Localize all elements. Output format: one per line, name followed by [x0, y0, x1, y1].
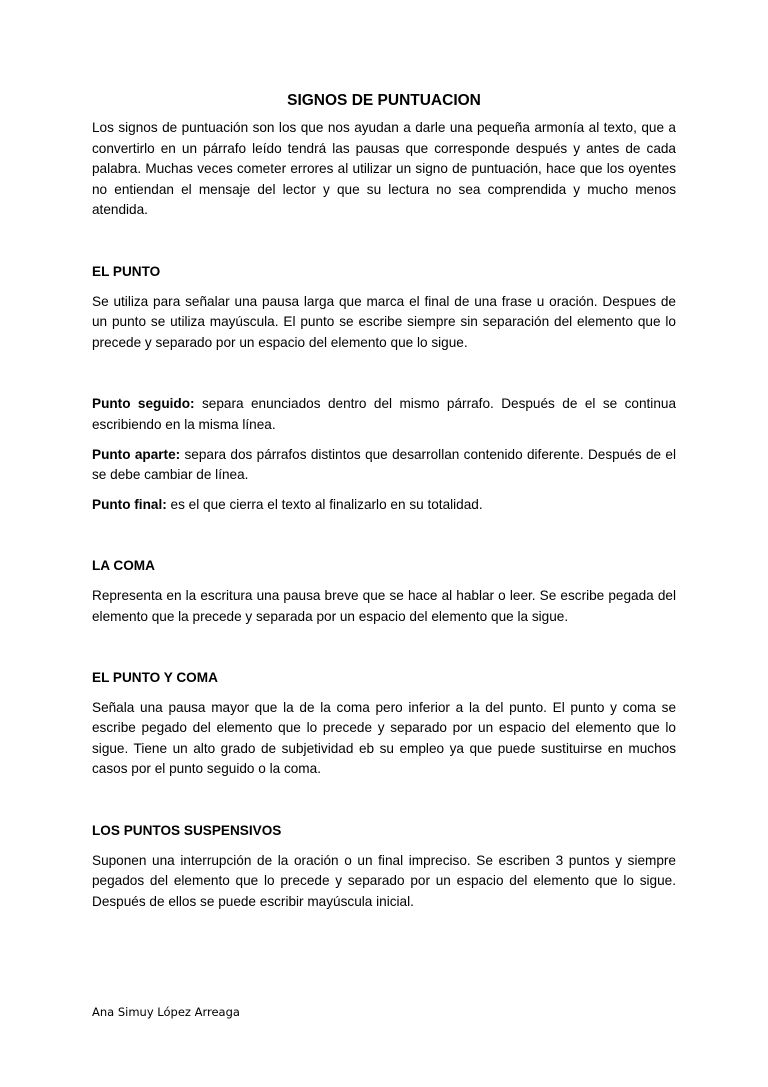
punto-seguido-term: Punto seguido:: [92, 396, 195, 412]
section-heading-punto: EL PUNTO: [92, 263, 161, 279]
punto-final-text: es el que cierra el texto al finalizarlo en su totalidad.: [166, 496, 483, 512]
section-heading-coma: LA COMA: [92, 558, 155, 574]
punto-aparte-paragraph: [92, 445, 676, 486]
document-title: SIGNOS DE PUNTUACION: [287, 92, 481, 109]
punto-aparte-term: Punto aparte:: [92, 446, 181, 462]
intro-paragraph: Los signos de puntuación son los que nos ayudan a darle una pequeña armonía al texto, que a convertirlo en un párrafo leído tendrá las pausas que corresponde después y antes de cada palabra. Muchas veces cometer errores al utilizar un signo de puntuación, hace que los oyentes no entiendan el mensaje del lector y que su lectura no sea comprendida y mucho menos atendida.: [92, 120, 676, 218]
punto-y-coma-paragraph: Señala una pausa mayor que la de la coma pero inferior a la del punto. El punto y coma se escribe pegado del elemento que lo precede y separado por un espacio del elemento que lo sigue. Tiene un alto grado de subjetividad eb su empleo ya que puede sustituirse en muchos casos por el punto seguido o la coma.: [92, 699, 676, 777]
punto-paragraph: Se utiliza para señalar una pausa larga que marca el final de una frase u oración. Despues de un punto se utiliza mayúscula. El punto se escribe siempre sin separación del elemento que lo precede y separado por un espacio del elemento que lo sigue.: [92, 293, 676, 350]
section-heading-punto-y-coma: EL PUNTO Y COMA: [92, 670, 218, 686]
coma-paragraph: Representa en la escritura una pausa breve que se hace al hablar o leer. Se escribe pegada del elemento que la precede y separada por un espacio del elemento que la sigue.: [92, 587, 676, 624]
section-heading-suspensivos: LOS PUNTOS SUSPENSIVOS: [92, 823, 282, 839]
document-page: [92, 90, 676, 912]
punto-final-paragraph: [92, 495, 676, 516]
punto-final-term: Punto final:: [92, 496, 167, 512]
punto-aparte-text: separa dos párrafos distintos que desarrollan contenido diferente. Después de el se debe cambiar de línea.: [92, 446, 676, 483]
punto-seguido-paragraph: [92, 394, 676, 435]
suspensivos-paragraph: Suponen una interrupción de la oración o un final impreciso. Se escriben 3 puntos y siempre pegados del elemento que lo precede y separado por un espacio del elemento que lo sigue. Después de ellos se puede escribir mayúscula inicial.: [92, 852, 676, 909]
spacer: [92, 221, 676, 262]
page-footer: Ana Simuy López Arreaga: [92, 1005, 240, 1019]
punto-seguido-text: separa enunciados dentro del mismo párrafo. Después de el se continua escribiendo en la misma línea.: [92, 396, 677, 432]
